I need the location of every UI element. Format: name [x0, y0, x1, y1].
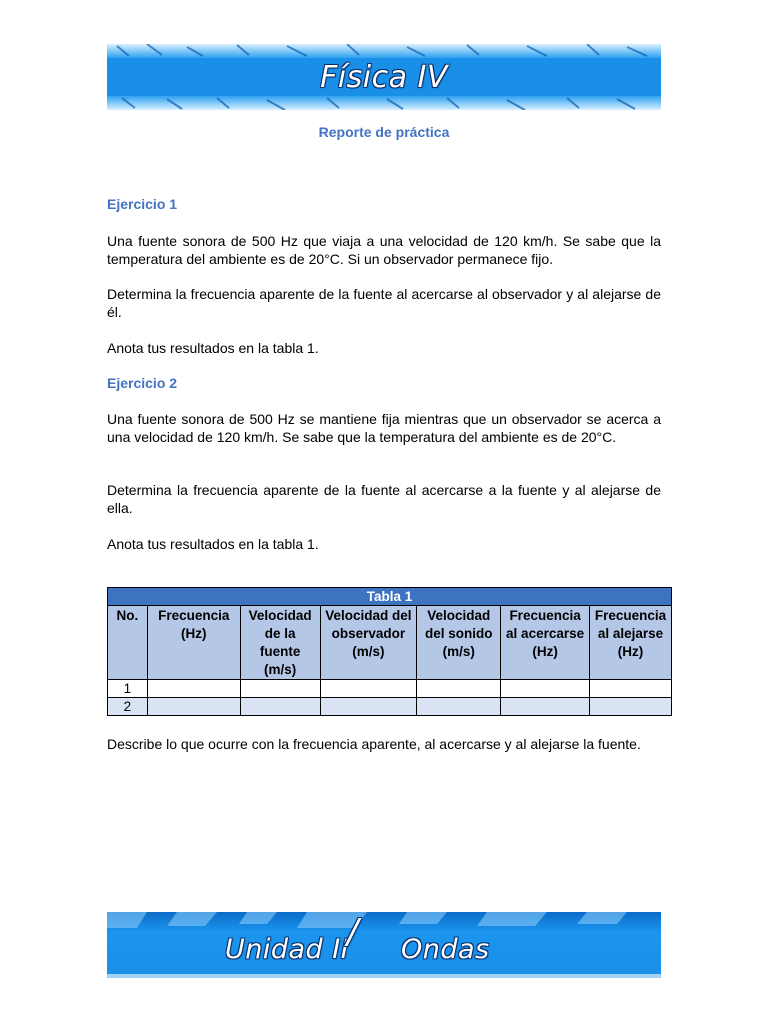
table-cell: [590, 680, 672, 698]
exercise-2-statement: Una fuente sonora de 500 Hz se mantiene fija mientras que un observador se acerca a una velocidad de 120 km/h. Se sabe que la temperatura del ambiente es de 20°C.: [107, 411, 661, 445]
table-cell: [240, 680, 320, 698]
exercise-1-note: Anota tus resultados en la tabla 1.: [107, 340, 319, 356]
table-cell: [147, 680, 240, 698]
table-header-recede-frequency: Frecuencia al alejarse (Hz): [590, 606, 672, 680]
footer-separator: /: [347, 912, 359, 952]
footer-banner: [107, 912, 661, 978]
header-banner: [107, 44, 661, 110]
exercise-2-instruction: Determina la frecuencia aparente de la fuente al acercarse a la fuente y al alejarse de ella.: [107, 482, 661, 516]
table-caption: Tabla 1: [108, 588, 672, 606]
footer-topic: Ondas: [401, 933, 490, 965]
table-cell: [240, 698, 320, 716]
exercise-1-title: Ejercicio 1: [107, 196, 178, 212]
table-row: [108, 680, 672, 698]
exercise-2-note: Anota tus resultados en la tabla 1.: [107, 536, 319, 552]
table-cell: 1: [108, 680, 148, 698]
exercise-2-title: Ejercicio 2: [107, 375, 178, 391]
table-cell: [320, 698, 417, 716]
table-header-source-velocity: Velocidad de la fuente (m/s): [240, 606, 320, 680]
exercise-1-instruction: Determina la frecuencia aparente de la fuente al acercarse al observador y al alejarse de él.: [107, 286, 661, 320]
report-title: Reporte de práctica: [318, 124, 450, 140]
table-row: [108, 698, 672, 716]
footer-unit: Unidad II: [225, 933, 350, 965]
table-cell: [147, 698, 240, 716]
table-cell: [417, 698, 501, 716]
table-cell: [501, 680, 590, 698]
table-cell: [417, 680, 501, 698]
table-cell: [320, 680, 417, 698]
table-cell: [501, 698, 590, 716]
closing-question: Describe lo que ocurre con la frecuencia aparente, al acercarse y al alejarse la fuente.: [107, 736, 641, 752]
table-cell: 2: [108, 698, 148, 716]
table-header-sound-velocity: Velocidad del sonido (m/s): [417, 606, 501, 680]
exercise-1-statement: Una fuente sonora de 500 Hz que viaja a una velocidad de 120 km/h. Se sabe que la temperatura del ambiente es de 20°C. Si un observador permanece fijo.: [107, 233, 661, 267]
results-table: [107, 587, 672, 716]
header-title: Física IV: [320, 59, 448, 95]
table-header-observer-velocity: Velocidad del observador (m/s): [320, 606, 417, 680]
table-header-number: No.: [108, 606, 148, 680]
table-cell: [590, 698, 672, 716]
table-header-frequency: Frecuencia (Hz): [147, 606, 240, 680]
table-header-approach-frequency: Frecuencia al acercarse (Hz): [501, 606, 590, 680]
